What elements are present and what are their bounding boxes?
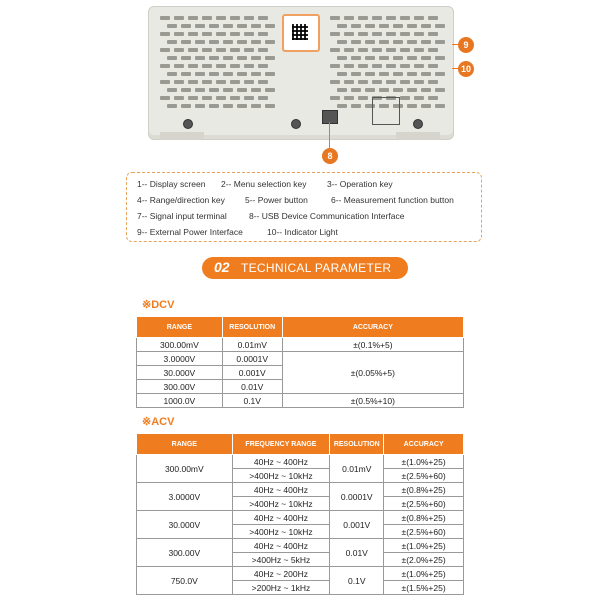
vent-slot (428, 80, 438, 84)
table-row (137, 394, 464, 408)
vent-slot (251, 72, 261, 76)
resolution-cell: 0.0001V (330, 483, 384, 511)
vent-slot (344, 80, 354, 84)
vent-slot (379, 88, 389, 92)
vent-slot (393, 72, 403, 76)
vent-slot (358, 80, 368, 84)
vent-slot (365, 88, 375, 92)
vent-slot (421, 56, 431, 60)
vent-slot (330, 80, 340, 84)
column-header: RESOLUTION (330, 434, 384, 455)
accuracy-cell: ±(2.5%+60) (384, 525, 464, 539)
vent-slot (337, 88, 347, 92)
external-power-port (372, 97, 400, 125)
vent-slot (265, 88, 275, 92)
resolution-cell: 0.01V (222, 380, 282, 394)
vent-slot (330, 64, 340, 68)
accuracy-cell: ±(1.0%+25) (384, 455, 464, 469)
vent-slot (393, 56, 403, 60)
vent-slot (265, 40, 275, 44)
vent-slot (174, 16, 184, 20)
vent-slot (174, 48, 184, 52)
vent-slot (393, 40, 403, 44)
vent-slot (407, 24, 417, 28)
vent-slot (358, 16, 368, 20)
vent-slot (223, 104, 233, 108)
vent-slot (202, 96, 212, 100)
vent-slot (365, 72, 375, 76)
device-foot-left (160, 132, 204, 140)
vent-slot (216, 48, 226, 52)
column-header: RANGE (137, 434, 233, 455)
vent-slot (358, 48, 368, 52)
vent-slot (167, 72, 177, 76)
resolution-cell: 0.01mV (222, 338, 282, 352)
resolution-cell: 0.01V (330, 539, 384, 567)
vent-slot (414, 32, 424, 36)
table-header-row (137, 317, 464, 338)
vent-slot (181, 24, 191, 28)
vent-slot (167, 88, 177, 92)
vent-slot (351, 72, 361, 76)
vent-slot (174, 96, 184, 100)
vent-slot (386, 32, 396, 36)
vent-slot (372, 32, 382, 36)
accuracy-cell: ±(0.05%+5) (282, 352, 463, 394)
vent-slot (337, 56, 347, 60)
vent-slot (202, 80, 212, 84)
table-row (137, 338, 464, 352)
vent-slot (386, 80, 396, 84)
vent-slot (258, 32, 268, 36)
vent-slot (351, 104, 361, 108)
vent-slot (181, 40, 191, 44)
vent-slot (358, 96, 368, 100)
vent-slot (258, 16, 268, 20)
vent-slot (244, 80, 254, 84)
device-rear-panel (0, 0, 600, 160)
vent-slot (258, 80, 268, 84)
vent-slot (160, 64, 170, 68)
vent-slot (167, 40, 177, 44)
vent-slot (209, 88, 219, 92)
vent-slot (435, 88, 445, 92)
vent-slot (365, 56, 375, 60)
vent-slot (344, 64, 354, 68)
vent-slot (167, 104, 177, 108)
resolution-cell: 0.1V (222, 394, 282, 408)
section-number: 02 (214, 259, 230, 275)
vent-slot (223, 88, 233, 92)
vent-slot (195, 56, 205, 60)
frequency-cell: 40Hz ~ 200Hz (232, 567, 330, 581)
vent-slot (421, 72, 431, 76)
vent-slot (230, 32, 240, 36)
device-foot-right (396, 132, 440, 140)
accuracy-cell: ±(2.0%+25) (384, 553, 464, 567)
component-legend (126, 172, 482, 242)
vent-slot (393, 88, 403, 92)
vent-slot (181, 72, 191, 76)
vent-slot (351, 24, 361, 28)
vent-slot (223, 40, 233, 44)
vent-slot (407, 104, 417, 108)
vent-slot (251, 56, 261, 60)
vent-slot (237, 88, 247, 92)
range-cell: 750.0V (137, 567, 233, 595)
vent-slot (181, 88, 191, 92)
vent-slot (244, 64, 254, 68)
vent-slot (244, 48, 254, 52)
legend-item: 10-- Indicator Light (267, 227, 338, 237)
vent-slot (435, 40, 445, 44)
vent-slot (202, 64, 212, 68)
vent-slot (244, 96, 254, 100)
range-cell: 30.000V (137, 511, 233, 539)
vent-slot (202, 48, 212, 52)
screw-icon (413, 119, 423, 129)
vent-slot (188, 64, 198, 68)
vent-slot (188, 32, 198, 36)
frequency-cell: 40Hz ~ 400Hz (232, 455, 330, 469)
vent-slot (195, 104, 205, 108)
vent-slot (337, 40, 347, 44)
vent-slot (393, 24, 403, 28)
screw-icon (183, 119, 193, 129)
screw-icon (291, 119, 301, 129)
vent-slot (379, 72, 389, 76)
resolution-cell: 0.001V (222, 366, 282, 380)
vent-slot (400, 48, 410, 52)
vent-slot (386, 48, 396, 52)
vent-slot (330, 16, 340, 20)
vent-slot (258, 64, 268, 68)
vent-slot (160, 96, 170, 100)
range-cell: 1000.0V (137, 394, 223, 408)
range-cell: 3.0000V (137, 483, 233, 511)
vent-slot (216, 32, 226, 36)
vent-slot (258, 48, 268, 52)
vent-slot (400, 64, 410, 68)
vent-slot (216, 80, 226, 84)
vent-slot (414, 48, 424, 52)
column-header: RESOLUTION (222, 317, 282, 338)
vent-slot (160, 80, 170, 84)
vent-slot (330, 48, 340, 52)
legend-item: 9-- External Power Interface (137, 227, 243, 237)
vent-slot (414, 80, 424, 84)
accuracy-cell: ±(1.5%+25) (384, 581, 464, 595)
callout-9: 9 (458, 37, 474, 53)
accuracy-cell: ±(2.5%+60) (384, 469, 464, 483)
resolution-cell: 0.0001V (222, 352, 282, 366)
dcv-table (136, 316, 464, 408)
frequency-cell: 40Hz ~ 400Hz (232, 539, 330, 553)
vent-slot (344, 16, 354, 20)
vent-slot (435, 104, 445, 108)
vent-slot (251, 24, 261, 28)
vent-slot (372, 48, 382, 52)
frequency-cell: >200Hz ~ 1kHz (232, 581, 330, 595)
vent-slot (330, 96, 340, 100)
acv-table (136, 433, 464, 595)
vent-slot (330, 32, 340, 36)
range-cell: 300.00V (137, 380, 223, 394)
vent-slot (209, 72, 219, 76)
vent-slot (160, 16, 170, 20)
frequency-cell: 40Hz ~ 400Hz (232, 511, 330, 525)
vent-slot (230, 96, 240, 100)
legend-item: 2-- Menu selection key (221, 179, 307, 189)
vent-slot (379, 40, 389, 44)
accuracy-cell: ±(0.8%+25) (384, 483, 464, 497)
vent-slot (421, 40, 431, 44)
resolution-cell: 0.001V (330, 511, 384, 539)
vent-slot (251, 88, 261, 92)
vent-slot (407, 72, 417, 76)
vent-slot (365, 40, 375, 44)
vent-slot (358, 64, 368, 68)
vent-slot (428, 16, 438, 20)
range-cell: 3.0000V (137, 352, 223, 366)
vent-slot (237, 24, 247, 28)
vent-slot (265, 104, 275, 108)
vent-slot (351, 40, 361, 44)
vent-slot (258, 96, 268, 100)
legend-item: 4-- Range/direction key (137, 195, 225, 205)
vent-slot (237, 40, 247, 44)
vent-slot (174, 64, 184, 68)
vent-slot (174, 32, 184, 36)
vent-slot (358, 32, 368, 36)
vent-slot (372, 80, 382, 84)
vent-slot (407, 56, 417, 60)
frequency-cell: >400Hz ~ 10kHz (232, 525, 330, 539)
table-row (137, 455, 464, 469)
legend-item: 6-- Measurement function button (331, 195, 454, 205)
vent-slot (195, 40, 205, 44)
table-row (137, 352, 464, 366)
vent-slot (216, 64, 226, 68)
vent-slot (181, 104, 191, 108)
dcv-heading: ※DCV (142, 299, 175, 311)
vent-slot (209, 24, 219, 28)
vent-slot (188, 16, 198, 20)
vent-slot (407, 88, 417, 92)
vent-slot (400, 80, 410, 84)
vent-slot (379, 56, 389, 60)
legend-item: 1-- Display screen (137, 179, 206, 189)
section-title: TECHNICAL PARAMETER (241, 261, 392, 275)
accuracy-cell: ±(0.1%+5) (282, 338, 463, 352)
frequency-cell: >400Hz ~ 5kHz (232, 553, 330, 567)
vent-slot (414, 16, 424, 20)
legend-item: 7-- Signal input terminal (137, 211, 227, 221)
vent-slot (202, 32, 212, 36)
vent-slot (337, 24, 347, 28)
vent-slot (414, 96, 424, 100)
vent-slot (400, 32, 410, 36)
vent-slot (421, 24, 431, 28)
vent-slot (421, 88, 431, 92)
qr-code-label (282, 14, 320, 52)
vent-slot (351, 56, 361, 60)
vent-slot (167, 56, 177, 60)
table-row (137, 511, 464, 525)
vent-slot (223, 72, 233, 76)
column-header: FREQUENCY RANGE (232, 434, 330, 455)
vent-slot (386, 16, 396, 20)
vent-slot (414, 64, 424, 68)
vent-slot (195, 72, 205, 76)
column-header: ACCURACY (384, 434, 464, 455)
vent-slot (244, 32, 254, 36)
legend-item: 5-- Power button (245, 195, 308, 205)
vent-slot (379, 24, 389, 28)
legend-item: 8-- USB Device Communication Interface (249, 211, 405, 221)
vent-slot (265, 56, 275, 60)
accuracy-cell: ±(0.5%+10) (282, 394, 463, 408)
vent-slot (209, 40, 219, 44)
vent-slot (365, 24, 375, 28)
vent-slot (400, 16, 410, 20)
vent-slot (435, 72, 445, 76)
column-header: RANGE (137, 317, 223, 338)
vent-slot (421, 104, 431, 108)
vent-slot (230, 48, 240, 52)
vent-slot (428, 32, 438, 36)
callout-10: 10 (458, 61, 474, 77)
vent-slot (386, 64, 396, 68)
vent-slot (160, 32, 170, 36)
vent-slot (188, 48, 198, 52)
vent-slot (251, 104, 261, 108)
accuracy-cell: ±(0.8%+25) (384, 511, 464, 525)
vent-slot (209, 56, 219, 60)
vent-slot (195, 24, 205, 28)
vent-slot (223, 56, 233, 60)
range-cell: 300.00mV (137, 455, 233, 483)
vent-slot (337, 72, 347, 76)
column-header: ACCURACY (282, 317, 463, 338)
accuracy-cell: ±(1.0%+25) (384, 567, 464, 581)
callout-8: 8 (322, 148, 338, 164)
vent-slot (428, 64, 438, 68)
vent-slot (195, 88, 205, 92)
vent-slot (344, 96, 354, 100)
vent-slot (428, 48, 438, 52)
vent-slot (251, 40, 261, 44)
range-cell: 30.000V (137, 366, 223, 380)
vent-slot (237, 104, 247, 108)
vent-slot (400, 96, 410, 100)
legend-item: 3-- Operation key (327, 179, 393, 189)
vent-slot (351, 88, 361, 92)
acv-heading: ※ACV (142, 416, 175, 428)
callout-line (329, 122, 330, 148)
vent-slot (407, 40, 417, 44)
vent-slot (435, 24, 445, 28)
vent-slot (265, 72, 275, 76)
table-header-row (137, 434, 464, 455)
range-cell: 300.00mV (137, 338, 223, 352)
vent-slot (237, 72, 247, 76)
vent-slot (435, 56, 445, 60)
vent-slot (372, 64, 382, 68)
range-cell: 300.00V (137, 539, 233, 567)
accuracy-cell: ±(1.0%+25) (384, 539, 464, 553)
frequency-cell: >400Hz ~ 10kHz (232, 497, 330, 511)
vent-slot (230, 16, 240, 20)
resolution-cell: 0.1V (330, 567, 384, 595)
vent-slot (265, 24, 275, 28)
vent-slot (188, 96, 198, 100)
vent-slot (237, 56, 247, 60)
vent-slot (230, 80, 240, 84)
table-row (137, 539, 464, 553)
vent-slot (188, 80, 198, 84)
vent-slot (181, 56, 191, 60)
resolution-cell: 0.01mV (330, 455, 384, 483)
vent-slot (167, 24, 177, 28)
frequency-cell: 40Hz ~ 400Hz (232, 483, 330, 497)
vent-slot (344, 48, 354, 52)
usb-port (322, 110, 338, 124)
vent-slot (216, 16, 226, 20)
table-row (137, 567, 464, 581)
vent-slot (230, 64, 240, 68)
vent-slot (223, 24, 233, 28)
vent-slot (174, 80, 184, 84)
vent-slot (160, 48, 170, 52)
vent-slot (216, 96, 226, 100)
accuracy-cell: ±(2.5%+60) (384, 497, 464, 511)
vent-slot (202, 16, 212, 20)
vent-slot (244, 16, 254, 20)
table-row (137, 483, 464, 497)
vent-slot (372, 16, 382, 20)
vent-slot (428, 96, 438, 100)
frequency-cell: >400Hz ~ 10kHz (232, 469, 330, 483)
vent-slot (209, 104, 219, 108)
vent-slot (337, 104, 347, 108)
vent-slot (344, 32, 354, 36)
